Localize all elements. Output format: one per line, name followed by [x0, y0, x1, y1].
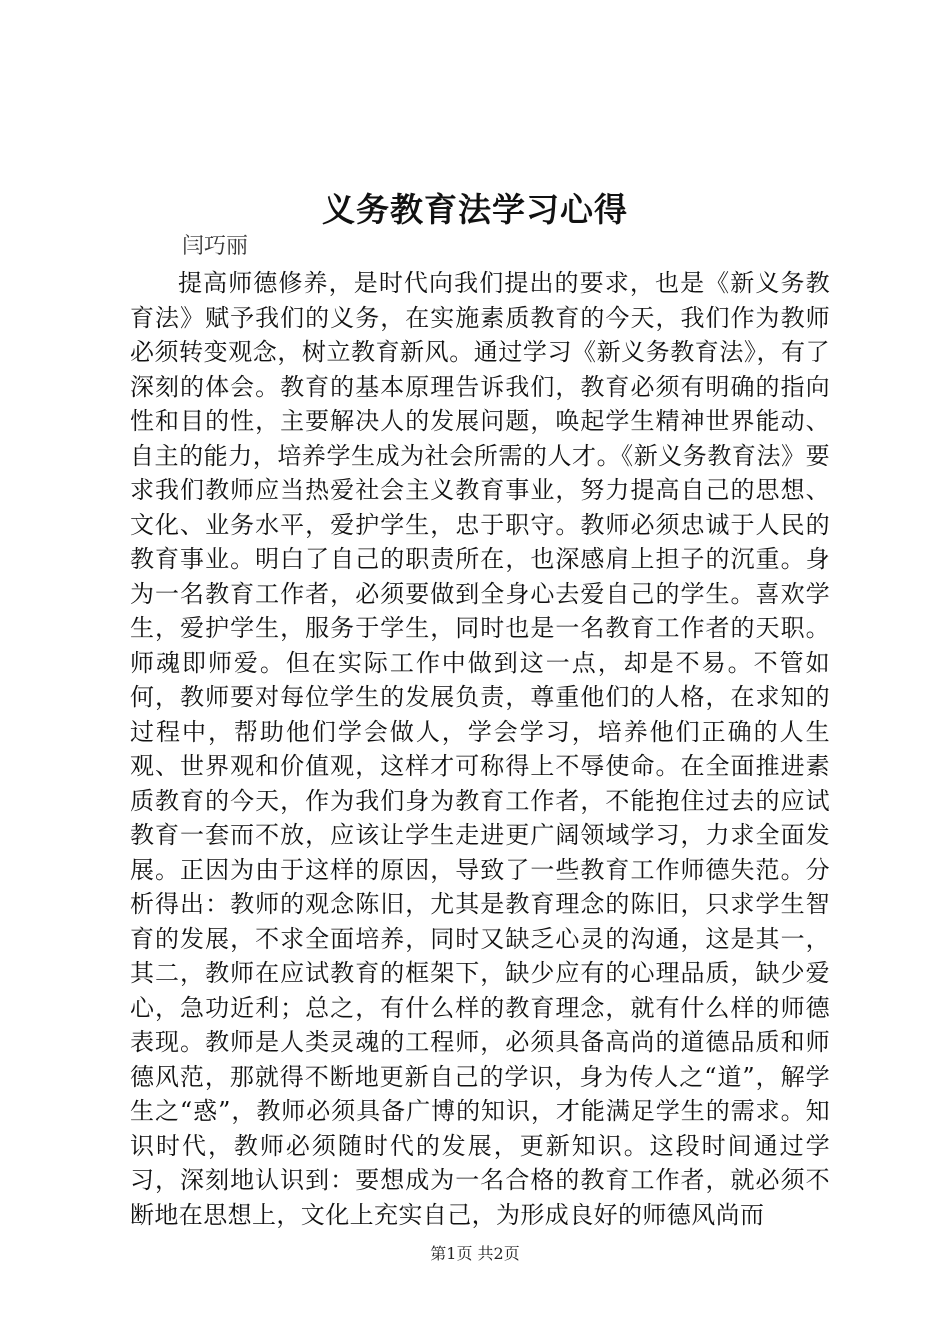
body-paragraph: 提高师德修养，是时代向我们提出的要求，也是《新义务教育法》赋予我们的义务，在实施素质教育的今天，我们作为教师必须转变观念，树立教育新风。通过学习《新义务教育法》，有了深刻的体会。教育的基本原理告诉我们，教育必须有明确的指向性和目的性，主要解决人的发展问题，唤起学生精神世界能动、自主的能力，培养学生成为社会所需的人才。《新义务教育法》要求我们教师应当热爱社会主义教育事业，努力提高自己的思想、文化、业务水平，爱护学生，忠于职守。教师必须忠诚于人民的教育事业。明白了自己的职责所在，也深感肩上担子的沉重。身为一名教育工作者，必须要做到全身心去爱自己的学生。喜欢学生，爱护学生，服务于学生，同时也是一名教育工作者的天职。师魂即师爱。但在实际工作中做到这一点，却是不易。不管如何，教师要对每位学生的发展负责，尊重他们的人格，在求知的过程中，帮助他们学会做人，学会学习，培养他们正确的人生观、世界观和价值观，这样才可称得上不辱使命。在全面推进素质教育的今天，作为我们身为教育工作者，不能抱住过去的应试教育一套而不放，应该让学生走进更广阔领域学习，力求全面发展。正因为由于这样的原因，导致了一些教育工作师德失范。分析得出：教师的观念陈旧，尤其是教育理念的陈旧，只求学生智育的发展，不求全面培养，同时又缺乏心灵的沟通，这是其一，其二，教师在应试教育的框架下，缺少应有的心理品质，缺少爱心，急功近利；总之，有什么样的教育理念，就有什么样的师德表现。教师是人类灵魂的工程师，必须具备高尚的道德品质和师德风范，那就得不断地更新自己的学识，身为传人之“道”，解学生之“惑”，教师必须具备广博的知识，才能满足学生的需求。知识时代，教师必须随时代的发展，更新知识。这段时间通过学习，深刻地认识到：要想成为一名合格的教育工作者，就必须不断地在思想上，文化上充实自己，为形成良好的师德风尚而	[130, 269, 830, 1229]
page-footer: 第1页 共2页	[430, 1244, 520, 1263]
document-title: 义务教育法学习心得	[322, 190, 628, 229]
author-name: 闫巧丽	[182, 234, 249, 259]
